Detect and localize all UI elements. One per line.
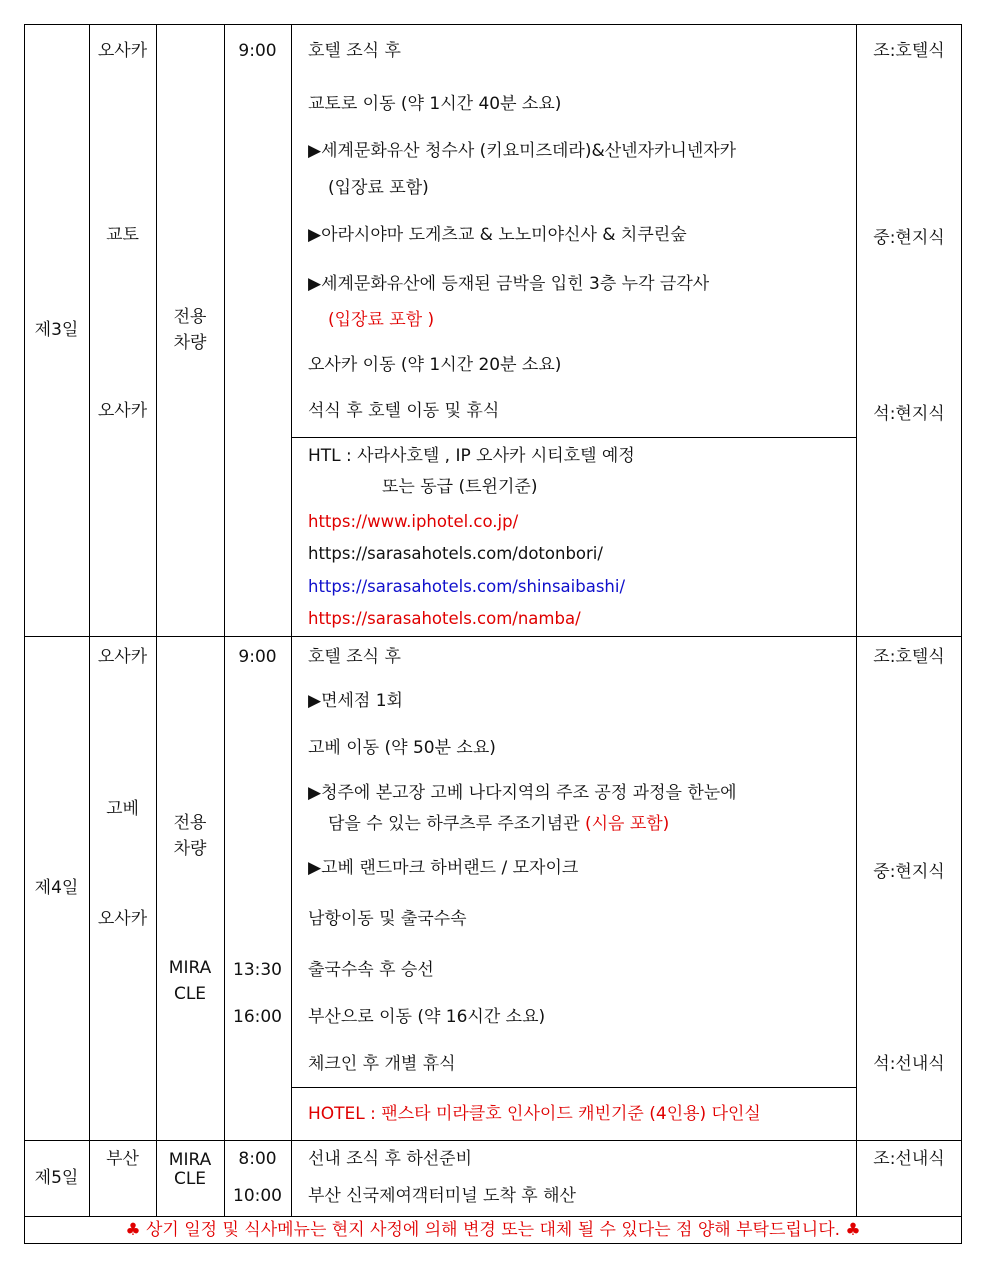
day3-item-3: ▶세계문화유산 청수사 (키요미즈데라)&산넨자카니넨자카	[308, 141, 737, 161]
day4-transport-1: 전용	[173, 813, 207, 833]
day3-transport-2: 차량	[173, 333, 207, 353]
day4-hotel-divider	[291, 1087, 857, 1088]
day4-item-1: 호텔 조식 후	[308, 647, 401, 667]
col-divider-4	[291, 24, 292, 1216]
day3-item-3b: (입장료 포함)	[328, 178, 429, 198]
col-divider-1	[89, 24, 90, 1216]
day5-meal-breakfast: 조:선내식	[873, 1149, 945, 1169]
day-divider-3-4	[24, 636, 962, 637]
hotel-url-iphotel[interactable]: https://www.iphotel.co.jp/	[308, 512, 519, 531]
day3-time-1: 9:00	[238, 41, 277, 61]
day4-transport-2: 차량	[173, 839, 207, 859]
day3-hotel-divider	[291, 437, 857, 438]
day4-meal-dinner: 석:선내식	[873, 1054, 945, 1074]
day3-label: 제3일	[34, 320, 79, 340]
col-divider-3	[224, 24, 225, 1216]
day3-location-1: 오사카	[97, 41, 148, 61]
hotel-url-shinsaibashi[interactable]: https://sarasahotels.com/shinsaibashi/	[308, 577, 626, 596]
hotel-url-namba[interactable]: https://sarasahotels.com/namba/	[308, 609, 581, 628]
day4-item-5: ▶고베 랜드마크 하버랜드 / 모자이크	[308, 858, 579, 878]
day3-item-5: ▶세계문화유산에 등재된 금박을 입힌 3층 누각 금각사	[308, 274, 710, 294]
day3-meal-breakfast: 조:호텔식	[873, 41, 945, 61]
hotel-url-dotonbori[interactable]: https://sarasahotels.com/dotonbori/	[308, 544, 603, 563]
day4-item-9: 체크인 후 개별 휴식	[308, 1054, 456, 1074]
day3-item-6: 오사카 이동 (약 1시간 20분 소요)	[308, 355, 562, 375]
day4-location-2: 고베	[106, 799, 139, 819]
col-divider-2	[156, 24, 157, 1216]
day4-item-2: ▶면세점 1회	[308, 691, 403, 711]
day3-item-1: 호텔 조식 후	[308, 41, 401, 61]
day3-item-7: 석식 후 호텔 이동 및 휴식	[308, 401, 500, 421]
day4-label: 제4일	[34, 878, 79, 898]
day3-meal-lunch: 중:현지식	[873, 228, 945, 248]
day4-ship-1: MIRA	[168, 958, 212, 978]
day3-hotel-line-1: HTL : 사라사호텔 , IP 오사카 시티호텔 예정	[308, 446, 635, 466]
day5-label: 제5일	[34, 1168, 79, 1188]
day5-ship-2: CLE	[173, 1169, 207, 1189]
day3-transport-1: 전용	[173, 307, 207, 327]
notice-footer: ♣ 상기 일정 및 식사메뉴는 현지 사정에 의해 변경 또는 대체 될 수 있다는 점 양해 부탁드립니다. ♣	[125, 1220, 861, 1240]
day5-ship-1: MIRA	[168, 1150, 212, 1170]
day4-item-4: ▶청주에 본고장 고베 나다지역의 주조 공정 과정을 한눈에	[308, 783, 737, 803]
day5-location: 부산	[106, 1149, 139, 1169]
day4-time-2: 13:30	[233, 960, 282, 980]
day4-hotel: HOTEL : 팬스타 미라클호 인사이드 캐빈기준 (4인용) 다인실	[308, 1104, 761, 1124]
day4-time-3: 16:00	[233, 1007, 282, 1027]
day4-ship-2: CLE	[173, 984, 207, 1004]
day5-item-2: 부산 신국제여객터미널 도착 후 해산	[308, 1186, 576, 1206]
day4-item-3: 고베 이동 (약 50분 소요)	[308, 738, 496, 758]
day5-item-1: 선내 조식 후 하선준비	[308, 1149, 473, 1169]
itinerary-table	[24, 24, 962, 1244]
day4-location-1: 오사카	[97, 647, 148, 667]
day4-meal-breakfast: 조:호텔식	[873, 647, 945, 667]
day4-location-3: 오사카	[97, 909, 148, 929]
day3-location-3: 오사카	[97, 401, 148, 421]
day5-time-1: 8:00	[238, 1149, 277, 1169]
day3-location-2: 교토	[106, 225, 139, 245]
day3-meal-dinner: 석:현지식	[873, 404, 945, 424]
day4-item-8: 부산으로 이동 (약 16시간 소요)	[308, 1007, 546, 1027]
day4-item-4b-text: 담을 수 있는 하쿠츠루 주조기념관	[328, 814, 585, 834]
day4-time-1: 9:00	[238, 647, 277, 667]
day4-meal-lunch: 중:현지식	[873, 862, 945, 882]
day3-item-5b: (입장료 포함 )	[328, 310, 435, 330]
day5-time-2: 10:00	[233, 1186, 282, 1206]
day4-tasting-note: (시음 포함)	[584, 814, 670, 834]
day4-item-4b	[328, 813, 669, 835]
day4-item-6: 남항이동 및 출국수속	[308, 909, 467, 929]
col-divider-5	[856, 24, 857, 1216]
day4-item-7: 출국수속 후 승선	[308, 960, 434, 980]
day-divider-4-5	[24, 1140, 962, 1141]
day3-hotel-line-2: 또는 동급 (트윈기준)	[382, 477, 538, 497]
day3-item-2: 교토로 이동 (약 1시간 40분 소요)	[308, 94, 562, 114]
day3-item-4: ▶아라시야마 도게츠교 & 노노미야신사 & 치쿠린숲	[308, 225, 687, 245]
